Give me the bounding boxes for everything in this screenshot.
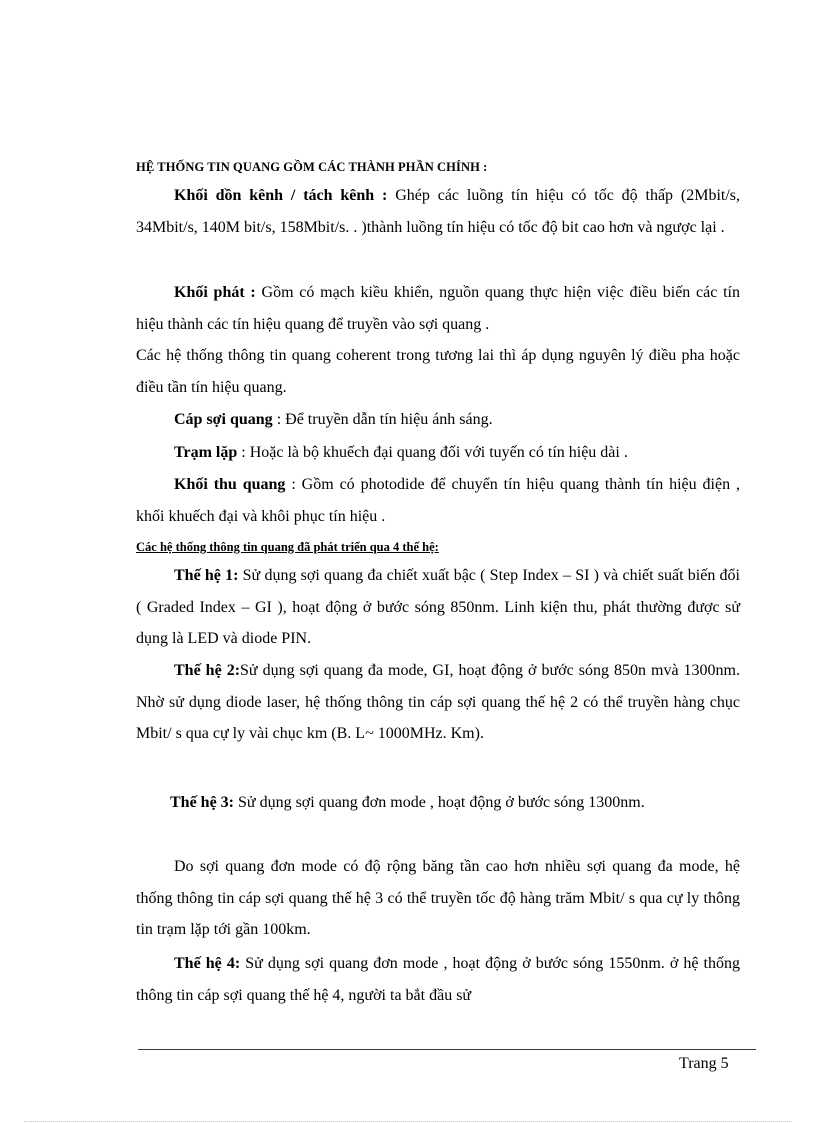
page-number: Trang 5 [679,1055,729,1072]
paragraph-generation-1: Thế hệ 1: Sử dụng sợi quang đa chiết xuất bậc ( Step Index – SI ) và chiết suất biến đổi ( Graded Index – GI ), hoạt động ở bước sóng 850nm. Linh kiện thu, phát thường được sử dụng là LED và diode PIN. [136,567,741,647]
term-generation-2: Thế hệ 2: [174,662,241,679]
paragraph-receiver: Khối thu quang : Gồm có photodide để chuyển tín hiệu quang thành tín hiệu điện , khối khuếch đại và khôi phục tín hiệu . [136,476,740,525]
paragraph-generation-3: Thế hệ 3: Sử dụng sợi quang đơn mode , hoạt động ở bước sóng 1300nm. [170,794,645,811]
section-heading: HỆ THỐNG TIN QUANG GỒM CÁC THÀNH PHẦN CHÍNH : [136,160,488,174]
paragraph-multiplexer: Khối dồn kênh / tách kênh : Ghép các luồng tín hiệu có tốc độ thấp (2Mbit/s, 34Mbit/s, 140M bit/s, 158Mbit/s. . )thành luồng tín hiệu có tốc độ bit cao hơn và ngược lại . [136,187,741,236]
footer-divider [138,1049,756,1050]
paragraph-repeater: Trạm lặp : Hoặc là bộ khuếch đại quang đối với tuyến có tín hiệu dài . [174,444,628,461]
term-generation-4: Thế hệ 4: [174,955,241,972]
term-transmitter: Khối phát : [174,284,256,301]
paragraph-generation-3-detail: Do sợi quang đơn mode có độ rộng băng tần cao hơn nhiều sợi quang đa mode, hệ thống thông tin cáp sợi quang thế hệ 3 có thể truyền tốc độ hàng trăm Mbit/ s qua cự ly thông tin trạm lặp tới gần 100km. [136,858,740,938]
page-edge-dotted-line [24,1121,792,1122]
term-repeater: Trạm lặp [174,444,238,461]
term-generation-1: Thế hệ 1: [174,567,239,584]
paragraph-generation-2: Thế hệ 2:Sử dụng sợi quang đa mode, GI, hoạt động ở bước sóng 850n mvà 1300nm. Nhờ sử dụng diode laser, hệ thống thông tin cáp sợi quang thế hệ 2 có thể truyền hàng chục Mbit/ s qua cự ly vài chục km (B. L~ 1000MHz. Km). [136,662,741,742]
term-generation-3: Thế hệ 3: [170,794,234,811]
term-receiver: Khối thu quang [174,476,286,493]
paragraph-coherent: Các hệ thống thông tin quang coherent trong tương lai thì áp dụng nguyên lý điều pha hoặc điều tần tín hiệu quang. [136,347,740,396]
paragraph-generation-4: Thế hệ 4: Sử dụng sợi quang đơn mode , hoạt động ở bước sóng 1550nm. ở hệ thống thông tin cáp sợi quang thế hệ 4, người ta bắt đầu sử [136,955,740,1004]
paragraph-transmitter: Khối phát : Gồm có mạch kiều khiển, nguồn quang thực hiện việc điều biến các tín hiệu thành các tín hiệu quang để truyền vào sợi quang . [136,284,740,333]
term-cable: Cáp sợi quang [174,411,273,428]
paragraph-cable: Cáp sợi quang : Để truyền dẫn tín hiệu ánh sáng. [174,411,493,428]
generations-subheading: Các hệ thống thông tin quang đã phát triển qua 4 thế hệ: [136,540,439,554]
term-multiplexer: Khối dồn kênh / tách kênh : [174,187,388,204]
